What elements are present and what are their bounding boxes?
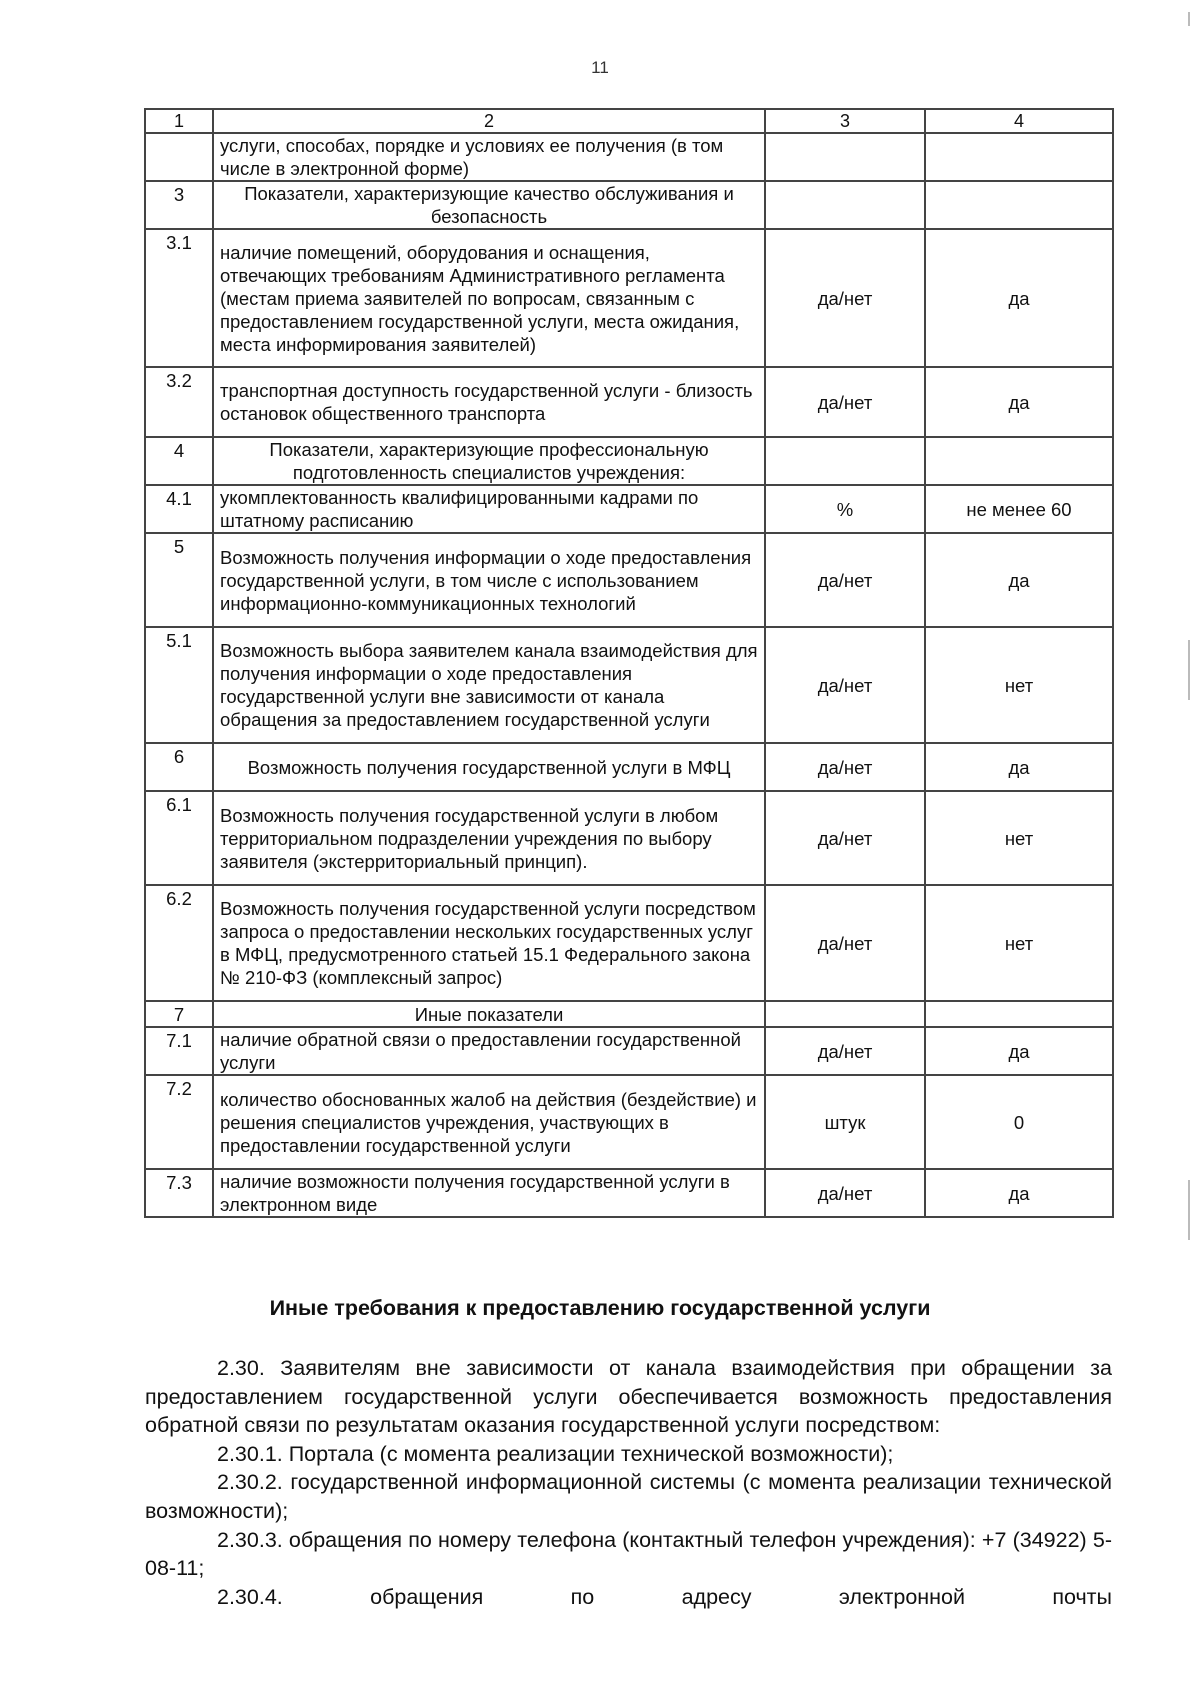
row-value: да — [925, 367, 1113, 437]
table-row — [145, 533, 1113, 627]
quality-indicators-table — [144, 108, 1114, 1218]
row-unit — [765, 133, 925, 181]
row-number: 6.1 — [145, 791, 213, 885]
table-row — [145, 1001, 1113, 1027]
paragraph: 2.30. Заявителям вне зависимости от канала взаимодействия при обращении за предоставлением государственной услуги обеспечивается возможность предоставления обратной связи по результатам оказания государственной услуги посредством: — [145, 1356, 1112, 1438]
row-value — [925, 181, 1113, 229]
row-unit — [765, 437, 925, 485]
row-description: Возможность выбора заявителем канала взаимодействия для получения информации о ходе предоставления государственной услуги вне зависимости от канала обращения за предоставлением государственной услуги — [213, 627, 765, 743]
row-value: да — [925, 533, 1113, 627]
table-row — [145, 181, 1113, 229]
row-number: 4 — [145, 437, 213, 485]
row-number: 7.2 — [145, 1075, 213, 1169]
row-value: да — [925, 1027, 1113, 1075]
row-description: Возможность получения государственной услуги в любом территориальном подразделении учреждения по выбору заявителя (экстерриториальный принцип). — [213, 791, 765, 885]
row-description: Иные показатели — [213, 1001, 765, 1027]
row-unit: да/нет — [765, 885, 925, 1001]
row-unit: да/нет — [765, 627, 925, 743]
row-number — [145, 133, 213, 181]
row-number: 7.1 — [145, 1027, 213, 1075]
row-number: 6.2 — [145, 885, 213, 1001]
header-cell: 4 — [925, 109, 1113, 133]
row-unit: да/нет — [765, 743, 925, 791]
row-description: наличие помещений, оборудования и оснащения, отвечающих требованиям Административного регламента (местам приема заявителей по вопросам, связанным с предоставлением государственной услуги, места ожидания, места информирования заявителей) — [213, 229, 765, 367]
row-number: 4.1 — [145, 485, 213, 533]
row-unit: да/нет — [765, 533, 925, 627]
scan-edge-mark — [1188, 640, 1190, 700]
table-row — [145, 229, 1113, 367]
row-number: 5.1 — [145, 627, 213, 743]
row-value: не менее 60 — [925, 485, 1113, 533]
header-cell: 3 — [765, 109, 925, 133]
table-row — [145, 367, 1113, 437]
row-description: Показатели, характеризующие качество обслуживания и безопасность — [213, 181, 765, 229]
row-unit: да/нет — [765, 229, 925, 367]
table-row — [145, 791, 1113, 885]
row-number: 3 — [145, 181, 213, 229]
row-unit: да/нет — [765, 791, 925, 885]
table-row — [145, 627, 1113, 743]
table-row — [145, 1169, 1113, 1217]
table-header-row — [145, 109, 1113, 133]
row-value — [925, 437, 1113, 485]
paragraph: 2.30.1. Портала (с момента реализации технической возможности); — [217, 1441, 894, 1466]
row-number: 3.1 — [145, 229, 213, 367]
scan-edge-mark — [1188, 1180, 1190, 1240]
paragraph: 2.30.4. обращения по адресу электронной почты — [217, 1584, 1112, 1609]
row-unit: % — [765, 485, 925, 533]
scan-edge-mark — [1188, 12, 1190, 26]
row-unit: штук — [765, 1075, 925, 1169]
row-description: наличие обратной связи о предоставлении государственной услуги — [213, 1027, 765, 1075]
header-cell: 1 — [145, 109, 213, 133]
row-description: наличие возможности получения государственной услуги в электронном виде — [213, 1169, 765, 1217]
row-number: 6 — [145, 743, 213, 791]
row-description: услуги, способах, порядке и условиях ее получения (в том числе в электронной форме) — [213, 133, 765, 181]
row-unit: да/нет — [765, 1027, 925, 1075]
header-cell: 2 — [213, 109, 765, 133]
table-row — [145, 1075, 1113, 1169]
row-description: укомплектованность квалифицированными кадрами по штатному расписанию — [213, 485, 765, 533]
row-value: да — [925, 229, 1113, 367]
section-heading: Иные требования к предоставлению государственной услуги — [269, 1296, 931, 1320]
row-number: 7.3 — [145, 1169, 213, 1217]
row-unit — [765, 181, 925, 229]
table-row — [145, 1027, 1113, 1075]
row-description: Возможность получения государственной услуги в МФЦ — [213, 743, 765, 791]
row-value: нет — [925, 627, 1113, 743]
table-row — [145, 133, 1113, 181]
table-row — [145, 885, 1113, 1001]
row-description: Возможность получения информации о ходе предоставления государственной услуги, в том числе с использованием информационно-коммуникационных технологий — [213, 533, 765, 627]
row-value: да — [925, 1169, 1113, 1217]
row-value — [925, 1001, 1113, 1027]
row-description: Показатели, характеризующие профессиональную подготовленность специалистов учреждения: — [213, 437, 765, 485]
row-value: да — [925, 743, 1113, 791]
row-value — [925, 133, 1113, 181]
page-number: 11 — [591, 58, 609, 77]
row-description: Возможность получения государственной услуги посредством запроса о предоставлении нескольких государственных услуг в МФЦ, предусмотренного статьей 15.1 Федерального закона № 210-ФЗ (комплексный запрос) — [213, 885, 765, 1001]
table-row — [145, 485, 1113, 533]
row-number: 5 — [145, 533, 213, 627]
row-value: 0 — [925, 1075, 1113, 1169]
paragraph: 2.30.3. обращения по номеру телефона (контактный телефон учреждения): +7 (34922) 5-08-11; — [145, 1527, 1112, 1581]
row-value: нет — [925, 791, 1113, 885]
row-unit: да/нет — [765, 1169, 925, 1217]
row-number: 7 — [145, 1001, 213, 1027]
row-description: транспортная доступность государственной услуги - близость остановок общественного транспорта — [213, 367, 765, 437]
row-unit: да/нет — [765, 367, 925, 437]
row-unit — [765, 1001, 925, 1027]
body-text — [145, 1354, 1112, 1611]
row-number: 3.2 — [145, 367, 213, 437]
table-row — [145, 743, 1113, 791]
row-description: количество обоснованных жалоб на действия (бездействие) и решения специалистов учреждения, участвующих в предоставлении государственной услуги — [213, 1075, 765, 1169]
row-value: нет — [925, 885, 1113, 1001]
table-row — [145, 437, 1113, 485]
paragraph: 2.30.2. государственной информационной системы (с момента реализации технической возможности); — [145, 1470, 1112, 1523]
